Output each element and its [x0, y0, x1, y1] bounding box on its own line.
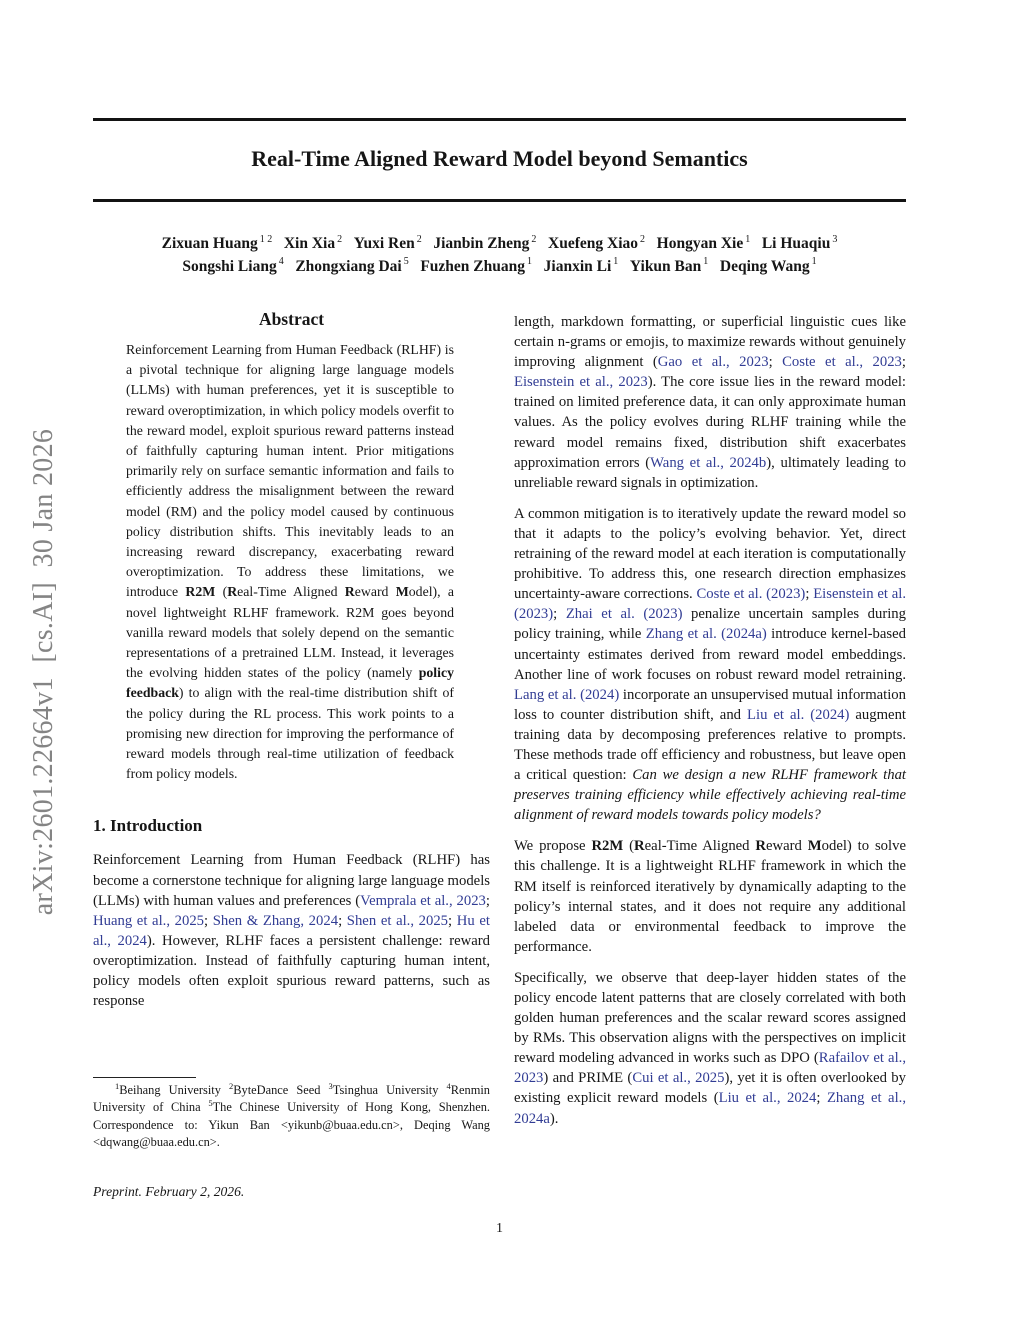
bold-text: M [807, 838, 822, 855]
text-run [409, 258, 421, 275]
superscript: 2 [531, 233, 537, 245]
left-column [93, 308, 490, 1022]
bold-text: R2M [591, 838, 624, 855]
text-run [645, 235, 657, 252]
citation-link[interactable]: Coste et al., 2023 [782, 354, 902, 371]
author-block [93, 233, 906, 278]
superscript: 3 [328, 1080, 333, 1091]
body-paragraph: length, markdown formatting, or superficial linguistic cues like certain n-grams or emojis, to maximize rewards without genuinely improving alignment (Gao et al., 2023; Coste et al., 2023; Eisenstein et al., 2023). The core issue lies in the reward model: trained on limited preference data, it can only approximate human values. As the policy evolves during RLHF training while the reward model remains fixed, distribution shift exacerbates approximation errors (Wang et al., 2024b), ultimately leading to unreliable reward signals in optimization. [514, 314, 907, 491]
citation-link[interactable]: Hu et al., 2024 [93, 912, 490, 949]
text-run [272, 235, 284, 252]
text-run [342, 235, 354, 252]
text-run [618, 258, 630, 275]
citation-link[interactable]: Lang et al. (2024) [514, 686, 620, 703]
citation-link[interactable]: Shen et al., 2025 [346, 912, 449, 929]
text-run [708, 258, 720, 275]
text-run [750, 235, 762, 252]
superscript: 1 [745, 233, 751, 245]
bold-text: Jianxin Li [543, 257, 612, 275]
bold-text: Xin Xia [283, 235, 336, 252]
bold-text: Songshi Liang [182, 257, 277, 275]
header-rule-top [93, 118, 906, 121]
citation-link[interactable]: Eisenstein et al. (2023) [514, 586, 907, 623]
superscript: 1 [613, 256, 619, 268]
bold-text: Hongyan Xie [656, 235, 744, 252]
bold-text: R [634, 838, 645, 855]
header-rule-bottom [93, 199, 906, 202]
bold-text: Fuzhen Zhuang [420, 257, 526, 275]
author-line-1 [93, 233, 906, 256]
abstract-text: Reinforcement Learning from Human Feedback (RLHF) is a pivotal technique for aligning large language models (LLMs) with human preferences, yet it is susceptible to reward overoptimization, in which policy models overfit to the reward model, exploit spurious reward patterns instead of faithfully capturing human intent. Prior mitigations primarily rely on surface semantic information and fails to efficiently address the misalignment between the reward model (RM) and the policy model caused by continuous policy distribution shifts. This inevitably leads to an increasing reward discrepancy, exacerbating reward overoptimization. To address these limitations, we introduce R2M (Real-Time Aligned Reward Model), a novel lightweight RLHF framework. R2M goes beyond vanilla reward models that solely depend on the semantic representations of a pretrained LLM. Instead, it leverages the evolving hidden states of the policy (namely policy feedback) to align with the real-time distribution shift of the policy during the RL process. This work points to a promising new direction for improving the performance of reward models through real-time utilization of feedback from policy models. [126, 342, 455, 782]
bold-text: Xuefeng Xiao [548, 235, 639, 252]
body-paragraph: We propose R2M (Real-Time Aligned Reward Model) to solve this challenge. It is a lightweight RLHF framework in which the RM itself is reinforced iteratively by dynamically adapting to the policy’s internal states, and it does not require any additional labeled data or environmental feedback to improve the performance. [514, 838, 906, 955]
paper-title: Real-Time Aligned Reward Model beyond Semantics [251, 146, 748, 171]
superscript: 1 [115, 1080, 120, 1091]
citation-link[interactable]: Coste et al. (2023) [696, 586, 806, 603]
citation-link[interactable]: Liu et al. (2024) [747, 706, 850, 723]
citation-link[interactable]: Gao et al., 2023 [657, 354, 769, 371]
body-paragraph: Specifically, we observe that deep-layer hidden states of the policy encode latent patterns that are closely correlated with both golden human preferences and the scalar reward scores assigned by RMs. This observation aligns with the perspectives on implicit reward modeling advanced in works such as DPO (Rafailov et al., 2023) and PRIME (Cui et al., 2025), yet it is often overlooked by existing explicit reward models (Liu et al., 2024; Zhang et al., 2024a). [514, 969, 906, 1127]
superscript: 2 [337, 233, 343, 245]
bold-text: Yuxi Ren [353, 235, 415, 252]
superscript: 1 [811, 256, 817, 268]
affiliations-footnote: $^1$Beihang University $^2$ByteDance Seed $^3$Tsinghua University $^4$Renmin University of China $^5$The Chinese University of Hong Kong, Shenzhen. Correspondence to: Yikun Ban <yikunb@buaa.edu.cn>, Deqing Wang <dqwang@buaa.edu.cn>. [93, 1080, 490, 1149]
citation-link[interactable]: Zhang et al., 2024a [514, 1090, 906, 1127]
text-run [422, 235, 434, 252]
bold-text: M [395, 584, 409, 600]
citation-link[interactable]: Eisenstein et al., 2023 [514, 374, 648, 391]
citation-link[interactable]: Vemprala et al., 2023 [360, 892, 486, 909]
superscript: 4 [278, 256, 284, 268]
citation-link[interactable]: Cui et al., 2025 [632, 1070, 725, 1087]
citation-link[interactable]: Zhai et al. (2023) [565, 606, 683, 623]
bold-text: Yikun Ban [629, 257, 702, 275]
bold-text: Zhongxiang Dai [295, 257, 402, 275]
author-line-2 [93, 256, 906, 279]
text-run [532, 258, 544, 275]
bold-text: Deqing Wang [719, 257, 810, 275]
right-column [514, 312, 906, 1129]
citation-link[interactable]: Liu et al., 2024 [718, 1090, 817, 1107]
bold-text: Li Huaqiu [761, 235, 831, 252]
superscript: 2 [416, 233, 422, 245]
bold-text: Jianbin Zheng [433, 235, 530, 252]
superscript: 2 [229, 1080, 234, 1091]
superscript: 5 [208, 1098, 213, 1109]
bold-text: R [227, 584, 238, 600]
superscript: 1 2 [259, 233, 273, 245]
footnote-block [93, 1072, 490, 1180]
bold-text: Zixuan Huang [161, 235, 258, 252]
intro-paragraph: Reinforcement Learning from Human Feedback (RLHF) has become a cornerstone technique for aligning large language models (LLMs) with human values and preferences (Vemprala et al., 2023; Huang et al., 2025; Shen & Zhang, 2024; Shen et al., 2025; Hu et al., 2024). However, RLHF faces a persistent challenge: reward overoptimization. Instead of faithfully capturing human intent, policy models often exploit spurious reward patterns, such as response [93, 852, 490, 1010]
italic-text: Can we design a new RLHF framework that preserves training efficiency while effectively achieving real-time alignment of reward models towards policy models? [514, 767, 906, 824]
superscript: 2 [640, 233, 646, 245]
bold-text: R [344, 584, 355, 600]
page-number: 1 [496, 1221, 503, 1236]
text-run [536, 235, 548, 252]
superscript: 4 [446, 1080, 451, 1091]
superscript: 3 [832, 233, 838, 245]
abstract-heading: Abstract [258, 309, 325, 329]
superscript: 1 [527, 256, 533, 268]
citation-link[interactable]: Huang et al., 2025 [93, 912, 205, 929]
citation-link[interactable]: Shen & Zhang, 2024 [212, 912, 339, 929]
footnote-rule [93, 1077, 196, 1078]
superscript: 1 [703, 256, 709, 268]
arxiv-watermark: arXiv:2601.22664v1 [cs.AI] 30 Jan 2026 [28, 428, 59, 916]
preprint-note: Preprint. February 2, 2026. [93, 1184, 245, 1199]
citation-link[interactable]: Zhang et al. (2024a) [645, 626, 767, 643]
body-paragraph: A common mitigation is to iteratively update the reward model so that it adapts to the policy’s evolving behavior. Yet, direct retraining of the reward model at each iteration is computationally prohibitive. To address this, one research direction emphasizes uncertainty-aware corrections. Coste et al. (2023); Eisenstein et al. (2023); Zhai et al. (2023) penalize uncertain samples during policy training, while Zhang et al. (2024a) introduce kernel-based uncertainty estimates derived from reward model embeddings. Another line of work focuses on robust reward model retraining. Lang et al. (2024) incorporate an unsupervised mutual information loss to counter distribution shift, and Liu et al. (2024) augment training data by decomposing preferences relative to prompts. These methods trade off efficiency and robustness, but leave open a critical question: Can we design a new RLHF framework that preserves training efficiency while effectively achieving real-time alignment of reward models towards policy models? [514, 505, 907, 824]
superscript: 5 [403, 256, 409, 268]
citation-link[interactable]: Rafailov et al., 2023 [514, 1050, 906, 1087]
bold-text: R [755, 838, 766, 855]
section-heading-introduction: 1. Introduction [93, 816, 203, 836]
bold-text: R2M [185, 584, 216, 600]
citation-link[interactable]: Wang et al., 2024b [650, 454, 767, 471]
text-run [284, 258, 296, 275]
bold-text: policy feedback [126, 665, 454, 701]
